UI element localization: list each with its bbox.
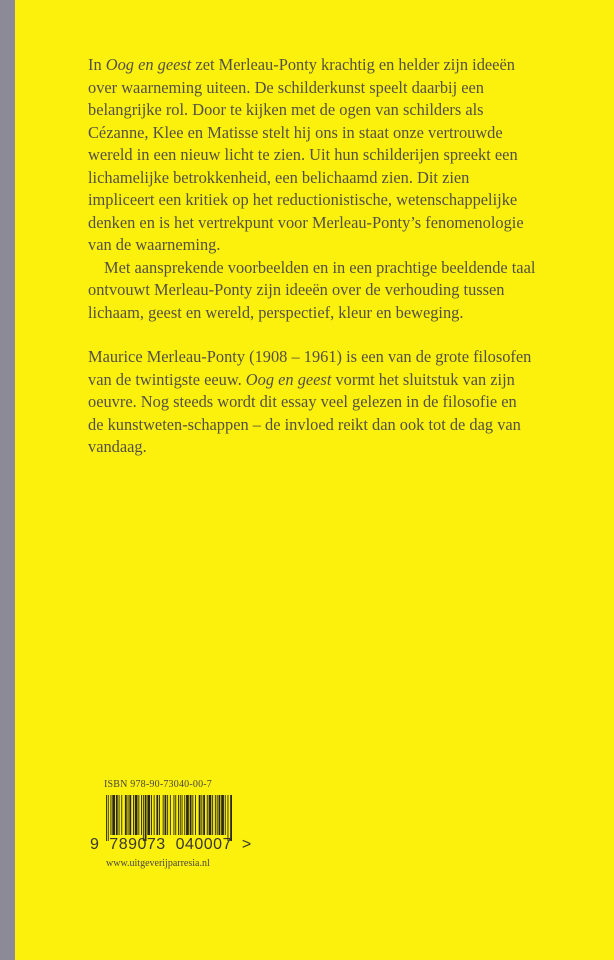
paragraph-author: Maurice Merleau-Ponty (1908 – 1961) is een van de grote filosofen van de twintigste eeuw. Oog en geest vormt het sluitstuk van zijn oeuvre. Nog steeds wordt dit essay veel gelezen in de filosofie en de kunstweten-schappen – de invloed reikt dan ook tot de dag van vandaag.: [88, 347, 532, 456]
barcode-bar: [111, 795, 112, 835]
barcode-bar: [230, 795, 232, 841]
barcode-bar: [184, 795, 185, 835]
barcode-bar: [145, 795, 147, 841]
barcode-bar: [129, 795, 131, 835]
book-title: Oog en geest: [245, 369, 332, 389]
publisher-website: www.uitgeverijparresia.nl: [106, 858, 210, 869]
barcode-bar: [154, 795, 155, 835]
barcode-bar: [174, 795, 175, 835]
barcode-bar: [219, 795, 221, 835]
barcode-bar: [186, 795, 189, 835]
barcode-bar: [217, 795, 218, 835]
barcode-digits: 9 789073 040007 >: [90, 836, 252, 853]
barcode-bar: [175, 795, 176, 835]
barcode-bar: [192, 795, 193, 835]
barcode-bar: [141, 795, 142, 835]
barcode-bar: [151, 795, 152, 835]
barcode-bar: [128, 795, 129, 835]
barcode-bar: [133, 795, 134, 835]
barcode-bar: [207, 795, 208, 835]
barcode-bar: [163, 795, 164, 835]
barcode-bar: [178, 795, 179, 835]
barcode-bar: [135, 795, 138, 835]
barcode-bar: [156, 795, 158, 835]
barcode-bar: [108, 795, 109, 841]
barcode-bar: [125, 795, 127, 835]
barcode-bar: [195, 795, 196, 835]
isbn-label: ISBN 978-90-73040-00-7: [104, 779, 213, 790]
barcode-bar: [199, 795, 201, 835]
barcode-bar: [147, 795, 150, 835]
barcode-bar: [203, 795, 205, 835]
book-title: Oog en geest: [105, 55, 192, 74]
paragraph-examples: Met aansprekende voorbeelden en in een prachtige beeldende taal ontvouwt Merleau-Ponty zijn ideeën over de verhouding tussen lichaam, geest en wereld, perspectief, kleur en beweging.: [88, 257, 536, 322]
barcode-bar: [138, 795, 139, 835]
barcode-bar: [106, 795, 107, 841]
barcode-bar: [212, 795, 213, 835]
barcode-bar: [143, 795, 144, 841]
barcode-bar: [159, 795, 160, 835]
barcode-bar: [116, 795, 118, 835]
isbn-barcode: [104, 795, 234, 841]
barcode-bar: [209, 795, 212, 835]
barcode-bar: [215, 795, 216, 835]
barcode-bar: [170, 795, 171, 835]
barcode-bar: [182, 795, 183, 835]
barcode-bar: [112, 795, 115, 835]
barcode-bar: [190, 795, 192, 835]
barcode-bar: [221, 795, 224, 835]
paragraph-intro: In Oog en geest zet Merleau-Ponty krachtig en helder zijn ideeën over waarneming uiteen. De schilderkunst speelt daarbij een belangrijke rol. Door te kijken met de ogen van schilders als Cézanne, Klee en Matisse stelt hij ons in staat onze vertrouwde wereld in een nieuw licht te zien. Uit hun schilderijen spreekt een lichamelijke betrokkenheid, een belichaamd zien. Dit zien impliceert een kritiek op het reductionistische, wetenschappelijke denken en is het vertrekpunt voor Merleau-Ponty’s fenomenologie van de waarneming.: [88, 55, 524, 254]
barcode-bar: [228, 795, 229, 841]
barcode-bar: [167, 795, 168, 835]
barcode-bar: [119, 795, 120, 835]
barcode-bar: [165, 795, 167, 835]
back-cover-text: [88, 54, 536, 459]
book-spine: [0, 0, 15, 960]
barcode-bar: [180, 795, 181, 835]
barcode-bar: [121, 795, 122, 835]
barcode-bar: [225, 795, 226, 835]
barcode-bar: [201, 795, 202, 835]
